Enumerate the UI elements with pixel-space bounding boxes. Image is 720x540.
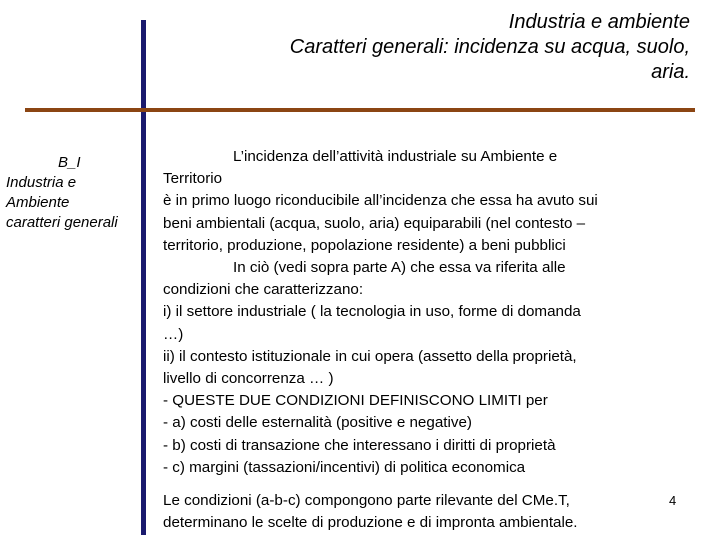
title-line-1: Industria e ambiente (508, 11, 690, 33)
body-text (163, 146, 703, 479)
body-line: condizioni che caratterizzano: (163, 281, 364, 299)
title-line-3: aria. (651, 61, 690, 83)
sidebar-line-2: Industria e (6, 174, 77, 191)
slide-title (170, 10, 690, 85)
sidebar-line-4: caratteri generali (6, 214, 118, 231)
body-line: i) il settore industriale ( la tecnologia in uso, forme di domanda (163, 303, 581, 321)
body-line: ii) il contesto istituzionale in cui opera (assetto della proprietà, (163, 347, 577, 365)
title-line-2: Caratteri generali: incidenza su acqua, suolo, (289, 36, 690, 58)
body-line: territorio, produzione, popolazione residente) a beni pubblici (163, 236, 566, 254)
body-line: In ciò (vedi sopra parte A) che essa va riferita alle (233, 259, 566, 277)
list-item: - QUESTE DUE CONDIZIONI DEFINISCONO LIMITI per (163, 392, 548, 410)
conclusion-line-2: determinano le scelte di produzione e di impronta ambientale. (163, 514, 578, 532)
sidebar-line-1: B_I (58, 154, 81, 171)
body-line: è in primo luogo riconducibile all’incidenza che essa ha avuto sui (163, 192, 598, 210)
body-line: Territorio (163, 170, 223, 188)
vertical-divider (141, 20, 146, 535)
page-number: 4 (669, 493, 677, 508)
body-line: beni ambientali (acqua, suolo, aria) equiparabili (nel contesto – (163, 214, 586, 232)
list-item: - a) costi delle esternalità (positive e negative) (163, 414, 472, 432)
list-item: - c) margini (tassazioni/incentivi) di politica economica (163, 458, 526, 476)
sidebar-line-3: Ambiente (6, 194, 70, 211)
list-item: - b) costi di transazione che interessano i diritti di proprietà (163, 436, 556, 454)
sidebar-label (6, 153, 140, 233)
body-line: …) (163, 325, 184, 343)
body-line: livello di concorrenza … ) (163, 370, 334, 388)
conclusion-line-1: Le condizioni (a-b-c) compongono parte rilevante del CMe.T, (163, 492, 570, 509)
body-line: L’incidenza dell’attività industriale su Ambiente e (233, 148, 558, 165)
conclusion-text (163, 490, 663, 534)
horizontal-divider (25, 108, 695, 112)
